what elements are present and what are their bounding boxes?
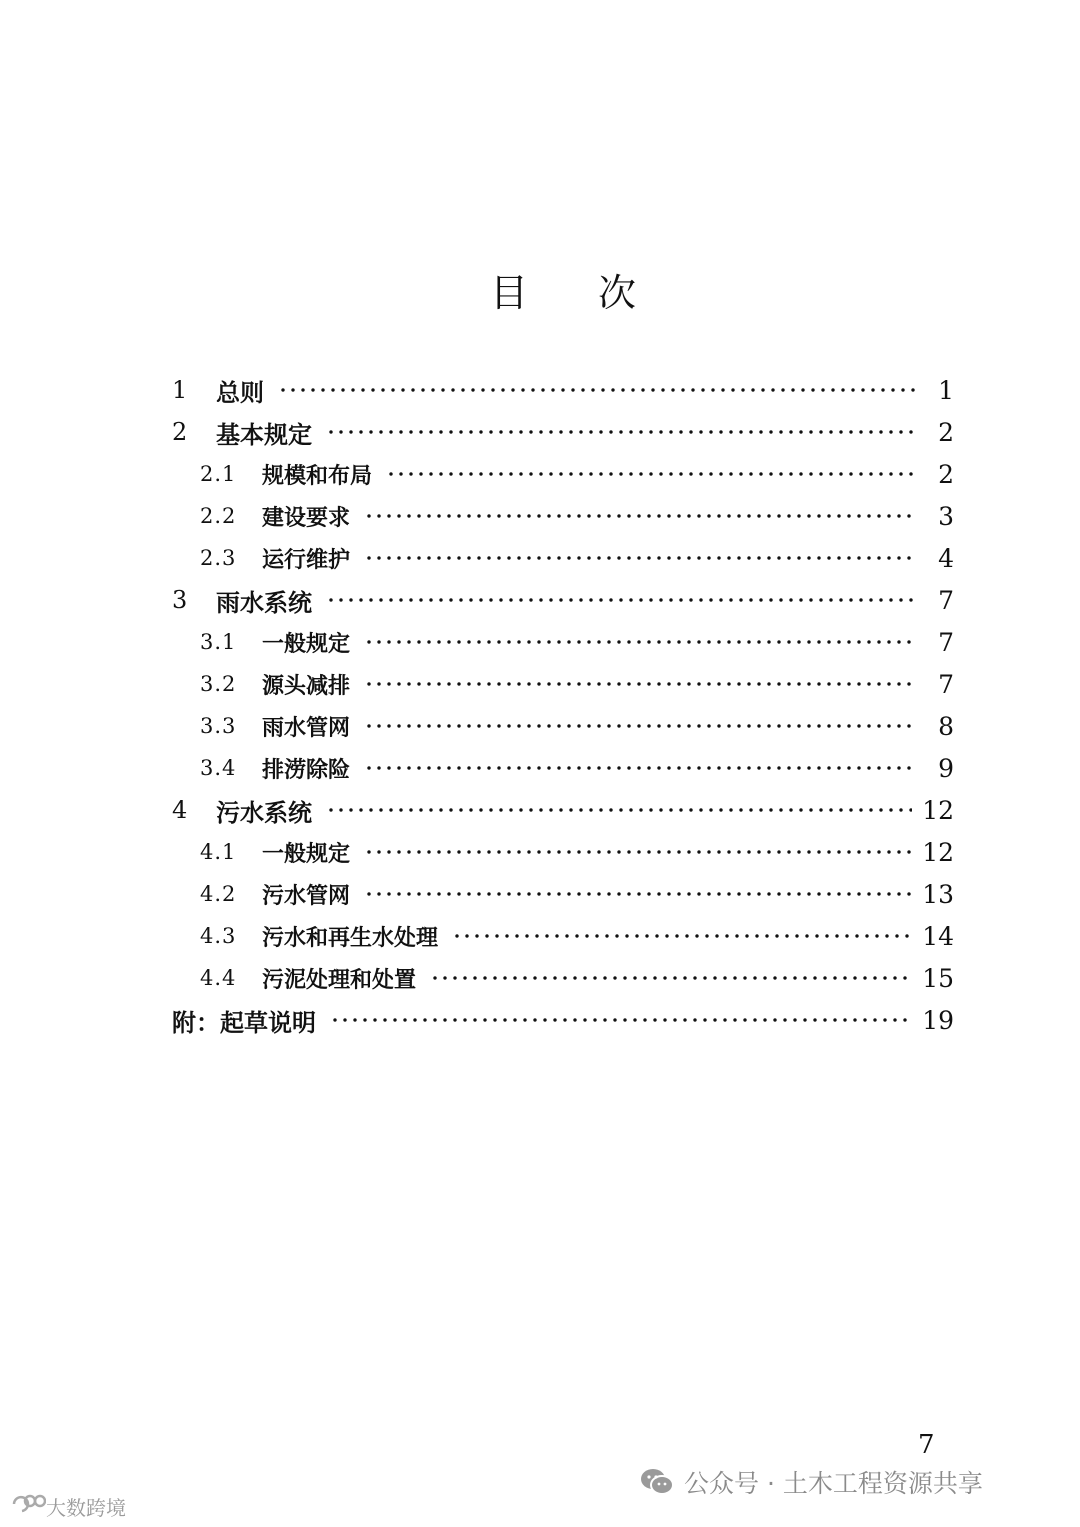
toc-entry[interactable] xyxy=(200,664,954,704)
page-number: 7 xyxy=(918,1430,935,1460)
toc-entry-page: 9 xyxy=(938,753,954,783)
toc-entry-label: 建设要求 xyxy=(262,504,351,531)
toc-entry-page: 2 xyxy=(938,459,954,489)
dot-leader xyxy=(364,514,916,518)
toc-entry-number: 2.2 xyxy=(200,504,237,528)
toc-entry-label: 附：起草说明 xyxy=(172,1007,316,1037)
toc-entry-number: 2.3 xyxy=(200,546,237,570)
dot-leader xyxy=(326,430,916,434)
toc-entry-label: 一般规定 xyxy=(262,840,351,867)
toc-entry-number: 1 xyxy=(172,376,188,404)
toc-entry-label: 规模和布局 xyxy=(262,462,373,489)
toc-entry[interactable] xyxy=(200,496,954,536)
toc-entry[interactable] xyxy=(200,538,954,578)
toc-entry-number: 4.2 xyxy=(200,882,237,906)
toc-entry-page: 7 xyxy=(938,669,954,699)
toc-entry-label: 运行维护 xyxy=(262,546,351,573)
toc-entry-label: 雨水系统 xyxy=(216,587,312,617)
watermark-left-text: 大数跨境 xyxy=(46,1496,126,1520)
toc-entry-page: 1 xyxy=(938,375,954,405)
toc-entry-label: 污泥处理和处置 xyxy=(262,966,417,993)
dot-leader xyxy=(364,556,916,560)
dot-leader xyxy=(452,934,912,938)
toc-entry-label: 污水和再生水处理 xyxy=(262,924,439,951)
toc-entry-label: 污水管网 xyxy=(262,882,351,909)
toc-entry-label: 总则 xyxy=(216,377,264,407)
logo-icon xyxy=(10,1492,46,1521)
dot-leader xyxy=(326,808,912,812)
dot-leader xyxy=(364,892,912,896)
toc-entry-page: 12 xyxy=(922,837,954,867)
toc-entry-number: 2 xyxy=(172,418,188,446)
toc-entry-label: 一般规定 xyxy=(262,630,351,657)
toc-entry-page: 12 xyxy=(922,795,954,825)
toc-entry[interactable] xyxy=(200,706,954,746)
toc-entry-page: 15 xyxy=(922,963,954,993)
watermark-left xyxy=(10,1492,126,1521)
dot-leader xyxy=(364,766,916,770)
toc-entry[interactable] xyxy=(200,874,954,914)
dot-leader xyxy=(364,640,916,644)
toc-entry-label: 排涝除险 xyxy=(262,756,351,783)
toc-entry[interactable] xyxy=(200,958,954,998)
toc-entry-label: 污水系统 xyxy=(216,797,312,827)
toc-entry-number: 3.1 xyxy=(200,630,237,654)
toc-entry[interactable] xyxy=(200,454,954,494)
title-char-2: 次 xyxy=(598,271,637,315)
toc-entry[interactable] xyxy=(172,790,954,830)
toc-entry[interactable] xyxy=(172,580,954,620)
toc-entry[interactable] xyxy=(172,412,954,452)
toc-entry-page: 7 xyxy=(938,585,954,615)
toc-entry-number: 2.1 xyxy=(200,462,237,486)
dot-leader xyxy=(364,850,912,854)
dot-leader xyxy=(386,472,916,476)
dot-leader xyxy=(364,724,916,728)
toc-entry-number: 3.4 xyxy=(200,756,237,780)
toc-entry-label: 基本规定 xyxy=(216,419,312,449)
title-char-1: 目 xyxy=(490,271,529,315)
toc-entry-page: 14 xyxy=(922,921,954,951)
toc-entry-page: 3 xyxy=(938,501,954,531)
dot-leader xyxy=(430,976,912,980)
toc-entry-number: 4 xyxy=(172,796,188,824)
toc-entry-page: 13 xyxy=(922,879,954,909)
toc-entry[interactable] xyxy=(200,832,954,872)
toc-entry-page: 4 xyxy=(938,543,954,573)
toc-entry-page: 2 xyxy=(938,417,954,447)
toc-entry-number: 3.3 xyxy=(200,714,237,738)
toc-entry[interactable] xyxy=(200,622,954,662)
toc-entry-number: 3.2 xyxy=(200,672,237,696)
toc-entry-number: 4.4 xyxy=(200,966,237,990)
toc-entry-label: 源头减排 xyxy=(262,672,351,699)
toc-entry[interactable] xyxy=(172,1000,954,1040)
dot-leader xyxy=(278,388,916,392)
toc-entry-page: 7 xyxy=(938,627,954,657)
watermark-text: 公众号 · 土木工程资源共享 xyxy=(684,1469,983,1498)
toc-entry-label: 雨水管网 xyxy=(262,714,351,741)
watermark xyxy=(640,1464,983,1500)
toc-entry-number: 4.3 xyxy=(200,924,237,948)
toc-entry-number: 3 xyxy=(172,586,188,614)
toc-entry[interactable] xyxy=(200,748,954,788)
toc-entry[interactable] xyxy=(200,916,954,956)
dot-leader xyxy=(326,598,916,602)
toc-entry-number: 4.1 xyxy=(200,840,237,864)
dot-leader xyxy=(364,682,916,686)
toc-entry-page: 8 xyxy=(938,711,954,741)
wechat-icon xyxy=(640,1468,674,1496)
dot-leader xyxy=(330,1018,912,1022)
toc-entry[interactable] xyxy=(172,370,954,410)
toc-entry-page: 19 xyxy=(922,1005,954,1035)
